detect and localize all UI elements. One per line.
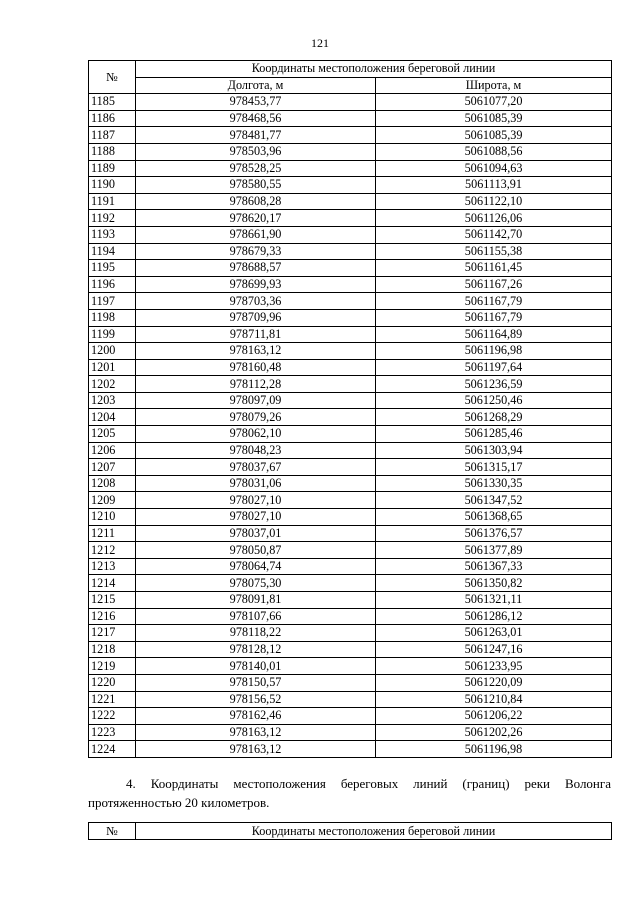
row-number: 1224 — [89, 741, 136, 758]
table-row — [89, 260, 612, 277]
paragraph-line-1: 4. Координаты местоположения береговых линий (границ) реки Волонга — [126, 776, 611, 791]
row-longitude: 978699,93 — [136, 276, 376, 293]
row-longitude: 978163,12 — [136, 343, 376, 360]
row-number: 1213 — [89, 558, 136, 575]
row-longitude: 978037,67 — [136, 459, 376, 476]
row-longitude: 978688,57 — [136, 260, 376, 277]
row-longitude: 978711,81 — [136, 326, 376, 343]
row-latitude: 5061094,63 — [376, 160, 612, 177]
row-longitude: 978468,56 — [136, 110, 376, 127]
row-number: 1193 — [89, 226, 136, 243]
table-row — [89, 426, 612, 443]
table-row — [89, 94, 612, 111]
row-latitude: 5061197,64 — [376, 359, 612, 376]
row-longitude: 978528,25 — [136, 160, 376, 177]
table-row — [89, 326, 612, 343]
row-number: 1191 — [89, 193, 136, 210]
row-latitude: 5061085,39 — [376, 127, 612, 144]
row-number: 1209 — [89, 492, 136, 509]
table-row — [89, 409, 612, 426]
row-longitude: 978661,90 — [136, 226, 376, 243]
table-row — [89, 658, 612, 675]
row-latitude: 5061122,10 — [376, 193, 612, 210]
row-number: 1219 — [89, 658, 136, 675]
paragraph-line-2: протяженностью 20 километров. — [88, 795, 270, 810]
row-latitude: 5061126,06 — [376, 210, 612, 227]
table-row — [89, 309, 612, 326]
header-number-next: № — [89, 823, 136, 840]
row-longitude: 978608,28 — [136, 193, 376, 210]
row-latitude: 5061196,98 — [376, 741, 612, 758]
row-number: 1211 — [89, 525, 136, 542]
row-latitude: 5061377,89 — [376, 542, 612, 559]
row-number: 1215 — [89, 592, 136, 609]
table-row — [89, 741, 612, 758]
row-number: 1188 — [89, 143, 136, 160]
header-coordinates-group-next: Координаты местоположения береговой линии — [136, 823, 612, 840]
table-row — [89, 293, 612, 310]
table-row — [89, 592, 612, 609]
row-latitude: 5061142,70 — [376, 226, 612, 243]
row-longitude: 978031,06 — [136, 475, 376, 492]
row-longitude: 978097,09 — [136, 392, 376, 409]
row-latitude: 5061113,91 — [376, 177, 612, 194]
header-latitude: Широта, м — [376, 77, 612, 94]
row-longitude: 978112,28 — [136, 376, 376, 393]
table-row — [89, 210, 612, 227]
header-coordinates-group: Координаты местоположения береговой линии — [136, 61, 612, 78]
header-longitude: Долгота, м — [136, 77, 376, 94]
table-row — [89, 143, 612, 160]
row-longitude: 978453,77 — [136, 94, 376, 111]
row-longitude: 978027,10 — [136, 509, 376, 526]
row-longitude: 978503,96 — [136, 143, 376, 160]
row-number: 1186 — [89, 110, 136, 127]
row-latitude: 5061376,57 — [376, 525, 612, 542]
table-row — [89, 243, 612, 260]
row-latitude: 5061202,26 — [376, 724, 612, 741]
table-row — [89, 226, 612, 243]
row-number: 1204 — [89, 409, 136, 426]
row-latitude: 5061315,17 — [376, 459, 612, 476]
table-row — [89, 492, 612, 509]
row-longitude: 978140,01 — [136, 658, 376, 675]
row-number: 1207 — [89, 459, 136, 476]
row-number: 1216 — [89, 608, 136, 625]
coordinates-table — [88, 60, 612, 758]
row-number: 1195 — [89, 260, 136, 277]
row-longitude: 978027,10 — [136, 492, 376, 509]
row-longitude: 978079,26 — [136, 409, 376, 426]
row-number: 1221 — [89, 691, 136, 708]
row-number: 1206 — [89, 442, 136, 459]
row-latitude: 5061250,46 — [376, 392, 612, 409]
row-latitude: 5061268,29 — [376, 409, 612, 426]
row-latitude: 5061321,11 — [376, 592, 612, 609]
row-number: 1223 — [89, 724, 136, 741]
section-paragraph — [88, 774, 611, 812]
row-latitude: 5061206,22 — [376, 708, 612, 725]
row-latitude: 5061347,52 — [376, 492, 612, 509]
row-longitude: 978050,87 — [136, 542, 376, 559]
row-latitude: 5061368,65 — [376, 509, 612, 526]
row-number: 1192 — [89, 210, 136, 227]
row-latitude: 5061367,33 — [376, 558, 612, 575]
table-row — [89, 459, 612, 476]
page-number: 121 — [311, 36, 329, 50]
row-latitude: 5061164,89 — [376, 326, 612, 343]
row-number: 1202 — [89, 376, 136, 393]
row-longitude: 978580,55 — [136, 177, 376, 194]
row-number: 1200 — [89, 343, 136, 360]
row-number: 1199 — [89, 326, 136, 343]
row-number: 1201 — [89, 359, 136, 376]
table-row — [89, 160, 612, 177]
row-longitude: 978075,30 — [136, 575, 376, 592]
table-row — [89, 542, 612, 559]
row-latitude: 5061263,01 — [376, 625, 612, 642]
table-row — [89, 343, 612, 360]
table-row — [89, 475, 612, 492]
row-longitude: 978709,96 — [136, 309, 376, 326]
table-row — [89, 625, 612, 642]
row-longitude: 978091,81 — [136, 592, 376, 609]
row-longitude: 978162,46 — [136, 708, 376, 725]
row-longitude: 978156,52 — [136, 691, 376, 708]
table-row — [89, 724, 612, 741]
row-number: 1214 — [89, 575, 136, 592]
row-latitude: 5061161,45 — [376, 260, 612, 277]
row-number: 1185 — [89, 94, 136, 111]
row-longitude: 978620,17 — [136, 210, 376, 227]
table-row — [89, 558, 612, 575]
table-row — [89, 575, 612, 592]
table-row — [89, 392, 612, 409]
table-row — [89, 110, 612, 127]
table-row — [89, 641, 612, 658]
row-latitude: 5061196,98 — [376, 343, 612, 360]
row-latitude: 5061167,79 — [376, 293, 612, 310]
row-latitude: 5061167,26 — [376, 276, 612, 293]
row-latitude: 5061088,56 — [376, 143, 612, 160]
table-row — [89, 376, 612, 393]
coordinates-table-next — [88, 822, 612, 840]
row-latitude: 5061085,39 — [376, 110, 612, 127]
row-longitude: 978118,22 — [136, 625, 376, 642]
row-number: 1222 — [89, 708, 136, 725]
row-latitude: 5061303,94 — [376, 442, 612, 459]
row-latitude: 5061220,09 — [376, 674, 612, 691]
row-number: 1187 — [89, 127, 136, 144]
row-number: 1194 — [89, 243, 136, 260]
table-row — [89, 608, 612, 625]
row-longitude: 978107,66 — [136, 608, 376, 625]
row-number: 1189 — [89, 160, 136, 177]
table-row — [89, 193, 612, 210]
row-latitude: 5061236,59 — [376, 376, 612, 393]
row-number: 1218 — [89, 641, 136, 658]
row-latitude: 5061286,12 — [376, 608, 612, 625]
row-latitude: 5061210,84 — [376, 691, 612, 708]
row-number: 1205 — [89, 426, 136, 443]
row-number: 1212 — [89, 542, 136, 559]
row-longitude: 978048,23 — [136, 442, 376, 459]
row-longitude: 978064,74 — [136, 558, 376, 575]
row-latitude: 5061285,46 — [376, 426, 612, 443]
row-number: 1197 — [89, 293, 136, 310]
row-longitude: 978703,36 — [136, 293, 376, 310]
row-number: 1196 — [89, 276, 136, 293]
row-number: 1190 — [89, 177, 136, 194]
row-longitude: 978037,01 — [136, 525, 376, 542]
row-longitude: 978062,10 — [136, 426, 376, 443]
table-row — [89, 127, 612, 144]
table-row — [89, 442, 612, 459]
row-number: 1217 — [89, 625, 136, 642]
row-number: 1210 — [89, 509, 136, 526]
row-longitude: 978163,12 — [136, 741, 376, 758]
table-row — [89, 276, 612, 293]
header-number: № — [89, 61, 136, 94]
row-longitude: 978128,12 — [136, 641, 376, 658]
row-longitude: 978150,57 — [136, 674, 376, 691]
row-latitude: 5061330,35 — [376, 475, 612, 492]
row-number: 1208 — [89, 475, 136, 492]
row-longitude: 978163,12 — [136, 724, 376, 741]
table-row — [89, 509, 612, 526]
row-latitude: 5061077,20 — [376, 94, 612, 111]
row-longitude: 978481,77 — [136, 127, 376, 144]
row-latitude: 5061167,79 — [376, 309, 612, 326]
row-number: 1203 — [89, 392, 136, 409]
table-row — [89, 359, 612, 376]
row-number: 1198 — [89, 309, 136, 326]
row-latitude: 5061155,38 — [376, 243, 612, 260]
row-longitude: 978679,33 — [136, 243, 376, 260]
table-row — [89, 525, 612, 542]
table-row — [89, 177, 612, 194]
row-longitude: 978160,48 — [136, 359, 376, 376]
table-row — [89, 674, 612, 691]
row-latitude: 5061247,16 — [376, 641, 612, 658]
row-latitude: 5061350,82 — [376, 575, 612, 592]
table-row — [89, 708, 612, 725]
table-body — [89, 94, 612, 758]
row-latitude: 5061233,95 — [376, 658, 612, 675]
table-row — [89, 691, 612, 708]
row-number: 1220 — [89, 674, 136, 691]
